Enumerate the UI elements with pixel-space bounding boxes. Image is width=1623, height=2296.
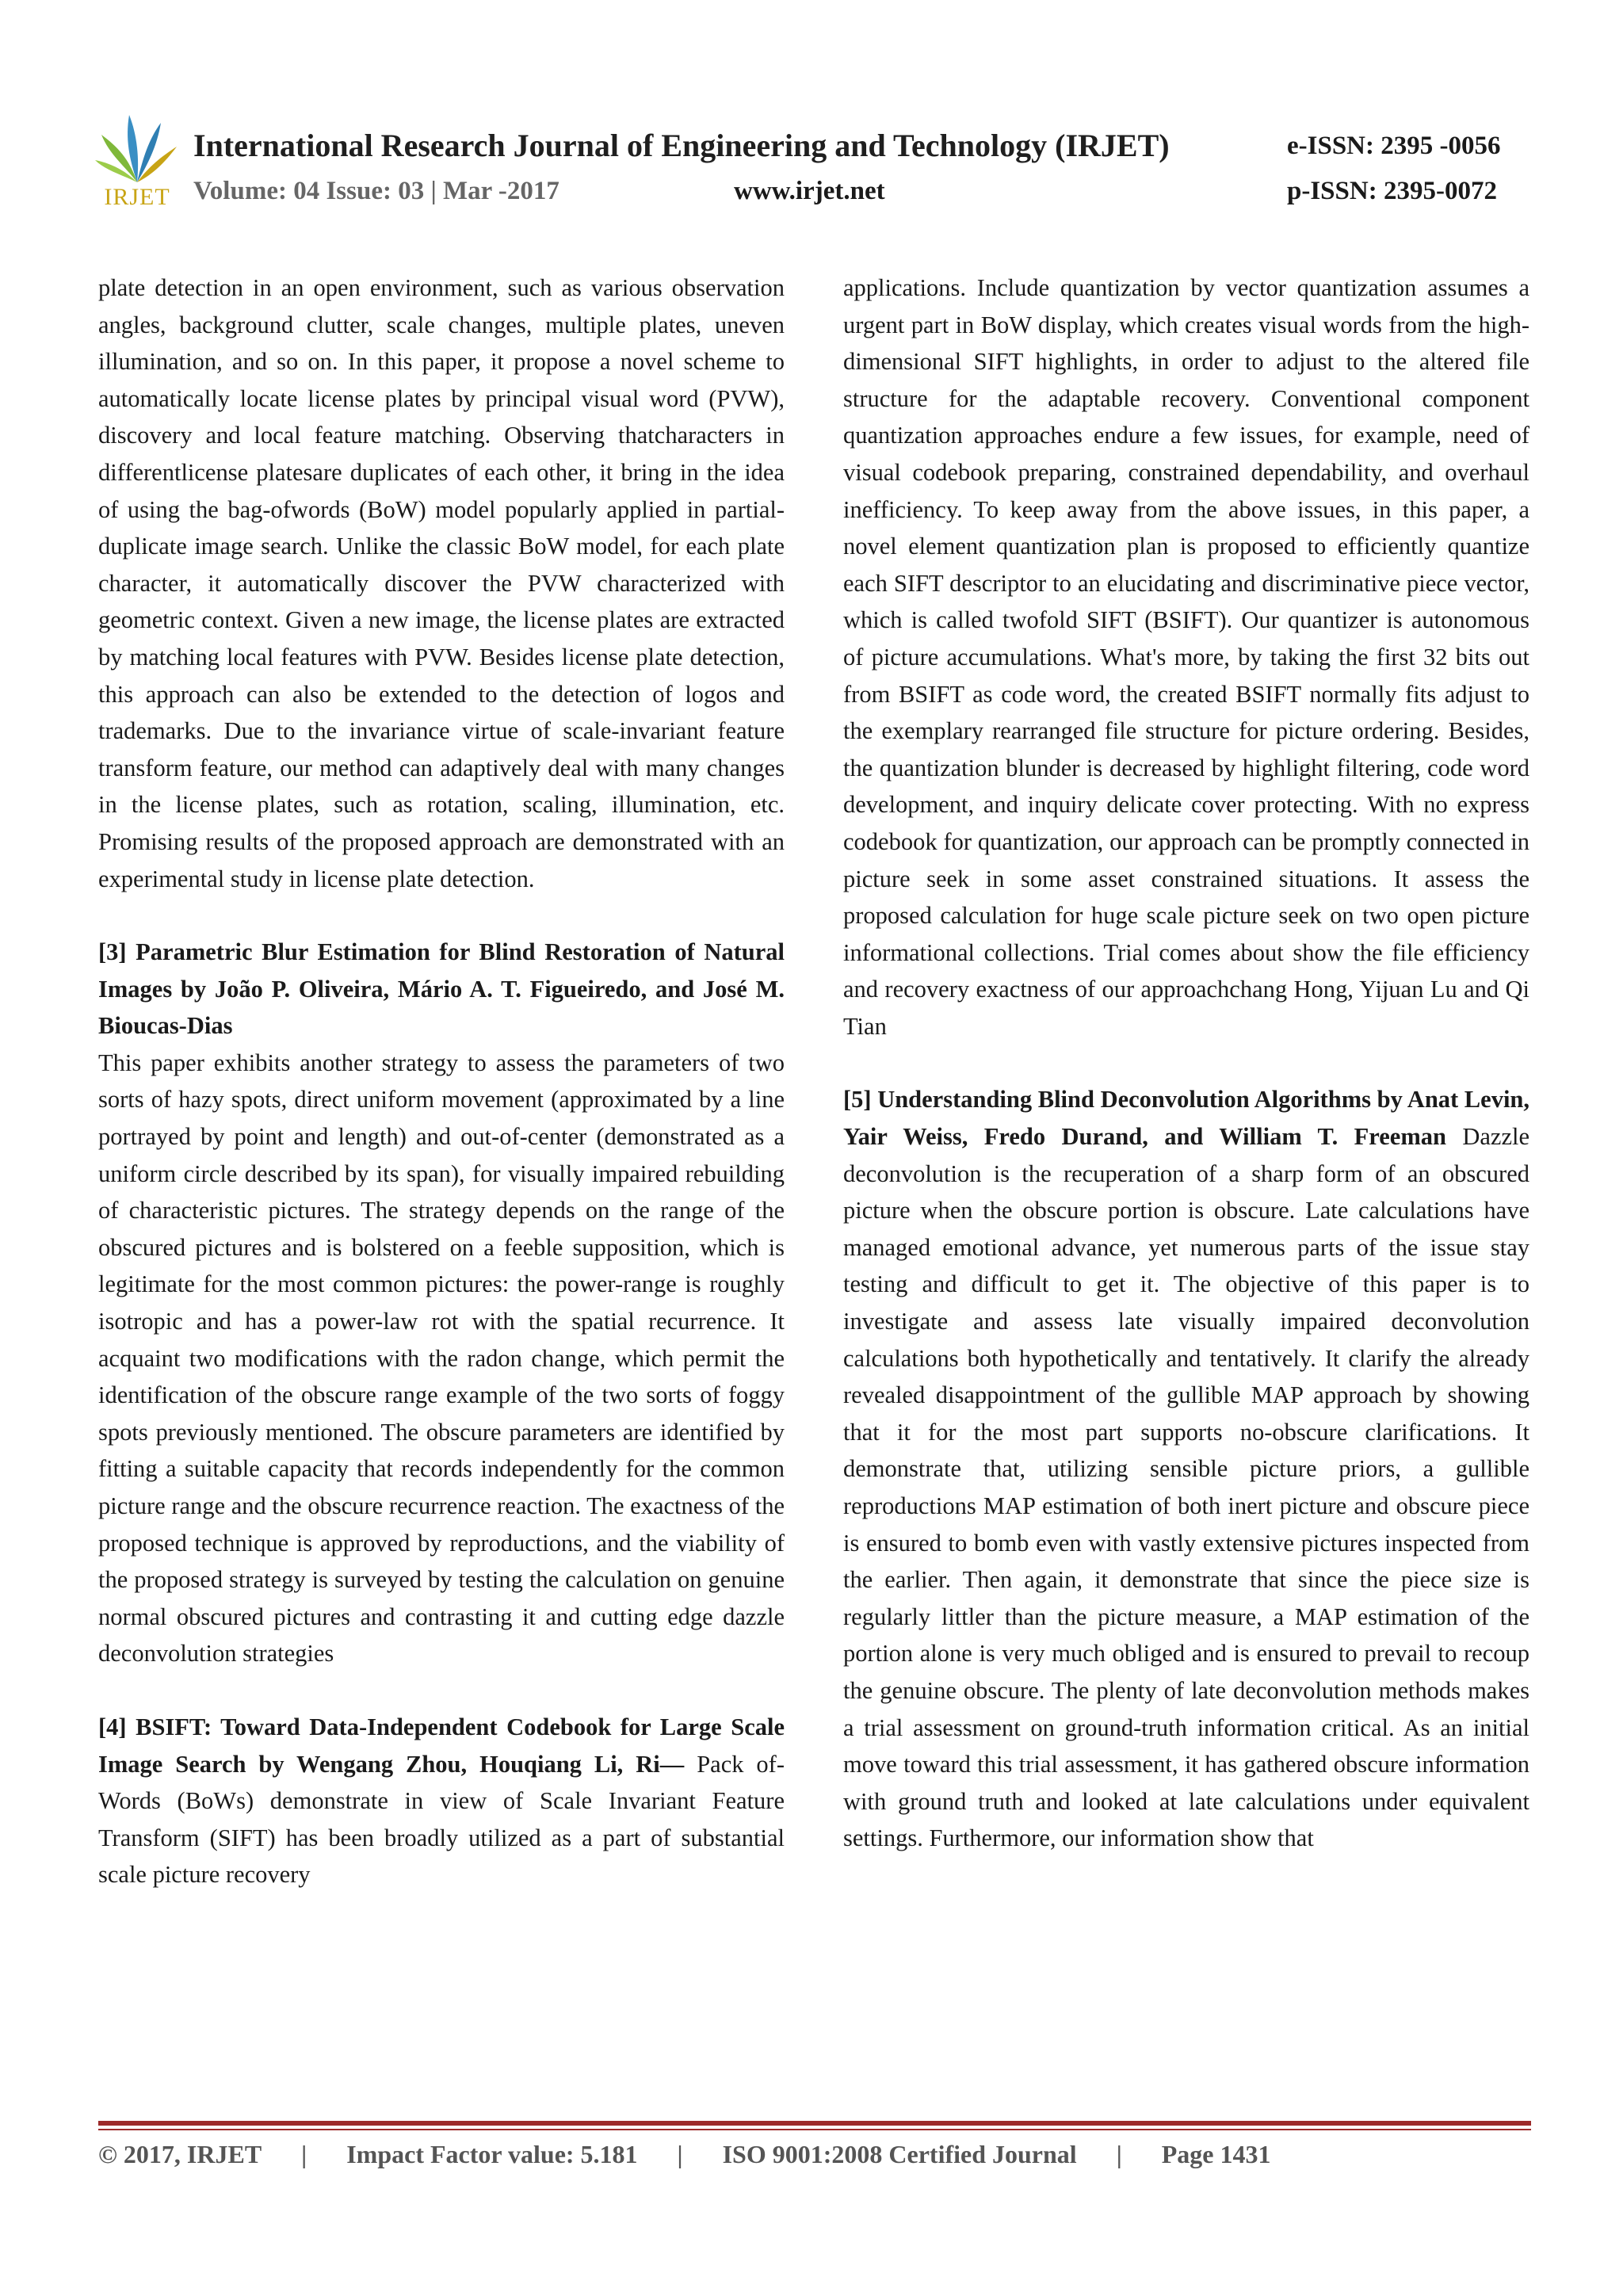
journal-title: International Research Journal of Engineering and Technology (IRJET) <box>193 128 1170 163</box>
reference-5-body: Dazzle deconvolution is the recuperation of a sharp form of an obscured picture when the obscure portion is obscure. Late calculations have managed emotional advance, yet numerous parts of the issue stay testing and difficult to get it. The objective of this paper is to investigate and assess late visually impaired deconvolution calculations both hypothetically and tentatively. It clarify the already revealed disappointment of the gullible MAP approach by showing that it for the most part supports no-obscure clarifications. It demonstrate that, utilizing sensible picture priors, a gullible reproductions MAP estimation of both inert picture and obscure piece is ensured to bomb even with vastly extensive pictures inspected from the earlier. Then again, it demonstrate that since the piece size is regularly littler than the picture measure, a MAP estimation of the portion alone is very much obliged and is ensured to prevail to recoup the genuine obscure. The plenty of late deconvolution methods makes a trial assessment on ground-truth information critical. As an initial move toward this trial assessment, it has gathered obscure information with ground truth and looked at late calculations under equivalent settings. Furthermore, our information show that <box>843 1123 1530 1852</box>
paragraph: applications. Include quantization by vector quantization assumes a urgent part in BoW display, which creates visual words from the high-dimensional SIFT highlights, in order to adjust to the altered file structure for the adaptable recovery. Conventional component quantization approaches endure a few issues, for example, need of visual codebook preparing, constrained dependability, and overhaul inefficiency. To keep away from the above issues, in this paper, a novel element quantization plan is proposed to efficiently quantize each SIFT descriptor to an elucidating and discriminative piece vector, which is called twofold SIFT (BSIFT). Our quantizer is autonomous of picture accumulations. What's more, by taking the first 32 bits out from BSIFT as code word, the created BSIFT normally fits adjust to the exemplary rearranged file structure for picture ordering. Besides, the quantization blunder is decreased by highlight filtering, code word development, and inquiry delicate cover protecting. With no express codebook for quantization, our approach can be promptly connected in picture seek in some asset constrained situations. It assess the proposed calculation for huge scale picture seek on two open picture informational collections. Trial comes about show the file efficiency and recovery exactness of our approachchang Hong, Yijuan Lu and Qi Tian <box>843 274 1529 1040</box>
journal-website: www.irjet.net <box>734 177 885 205</box>
reference-4-body: Pack of-Words (BoWs) demonstrate in view of Scale Invariant Feature Transform (SIFT) has been broadly utilized as a part of substantial scale picture recovery <box>98 1750 785 1889</box>
footer-separator: | <box>1116 2140 1122 2168</box>
logo-text: IRJET <box>104 184 170 210</box>
logo-leaves-icon <box>94 111 181 186</box>
impact-factor: Impact Factor value: 5.181 <box>346 2140 638 2168</box>
reference-3-body: This paper exhibits another strategy to assess the parameters of two sorts of hazy spots, direct uniform movement (approximated by a line portrayed by point and length) and out-of-center (demonstrated as a uniform circle described by its span), for visually impaired rebuilding of characteristic pictures. The strategy depends on the range of the obscured pictures and is bolstered on a feeble supposition, which is legitimate for the most common pictures: the power-range is roughly isotropic and has a power-law rot with the spatial recurrence. It acquaint two modifications with the radon change, which permit the identification of the obscure range example of the two sorts of foggy spots previously mentioned. The obscure parameters are identified by fitting a suitable capacity that records independently for the common picture range and the obscure recurrence reaction. The exactness of the proposed technique is approved by reproductions, and the viability of the proposed strategy is surveyed by testing the calculation on genuine normal obscured pictures and contrasting it and cutting edge dazzle deconvolution strategies <box>98 1049 785 1668</box>
page-header <box>0 0 1623 238</box>
reference-4-title: [4] BSIFT: Toward Data-Independent Codebook for Large Scale Image Search by Wengang Zhou, Houqiang Li, Ri— <box>98 1713 785 1778</box>
footer-rule <box>98 2121 1531 2126</box>
right-column <box>843 269 1529 1857</box>
reference-4 <box>98 1709 785 1893</box>
reference-3-title: [3] Parametric Blur Estimation for Blind Restoration of Natural Images by João P. Oliveira, Mário A. T. Figueiredo, and José M. Bioucas-Dias <box>98 938 785 1040</box>
irjet-logo <box>94 111 181 214</box>
volume-issue: Volume: 04 Issue: 03 | Mar -2017 <box>193 177 559 205</box>
footer-separator: | <box>677 2140 683 2168</box>
copyright: © 2017, IRJET <box>98 2140 262 2168</box>
paragraph: plate detection in an open environment, such as various observation angles, background clutter, scale changes, multiple plates, uneven illumination, and so on. In this paper, it propose a novel scheme to automatically locate license plates by principal visual word (PVW), discovery and local feature matching. Observing thatcharacters in differentlicense platesare duplicates of each other, it bring in the idea of using the bag-ofwords (BoW) model popularly applied in partial-duplicate image search. Unlike the classic BoW model, for each plate character, it automatically discover the PVW characterized with geometric context. Given a new image, the license plates are extracted by matching local features with PVW. Besides license plate detection, this approach can also be extended to the detection of logos and trademarks. Due to the invariance virtue of scale-invariant feature transform feature, our method can adaptively deal with many changes in the license plates, such as rotation, scaling, illumination, etc. Promising results of the proposed approach are demonstrated with an experimental study in license plate detection. <box>98 274 785 892</box>
reference-5 <box>843 1081 1529 1856</box>
footer-rule-thin <box>98 2129 1531 2130</box>
e-issn: e-ISSN: 2395 -0056 <box>1287 132 1501 160</box>
reference-5-title: [5] Understanding Blind Deconvolution Algorithms by Anat Levin, Yair Weiss, Fredo Durand, and William T. Freeman <box>843 1086 1530 1151</box>
page-footer <box>98 2140 1270 2169</box>
iso-certification: ISO 9001:2008 Certified Journal <box>722 2140 1077 2168</box>
p-issn: p-ISSN: 2395-0072 <box>1287 177 1497 205</box>
left-column <box>98 269 785 1893</box>
page-number: Page 1431 <box>1161 2140 1271 2168</box>
footer-separator: | <box>301 2140 307 2168</box>
